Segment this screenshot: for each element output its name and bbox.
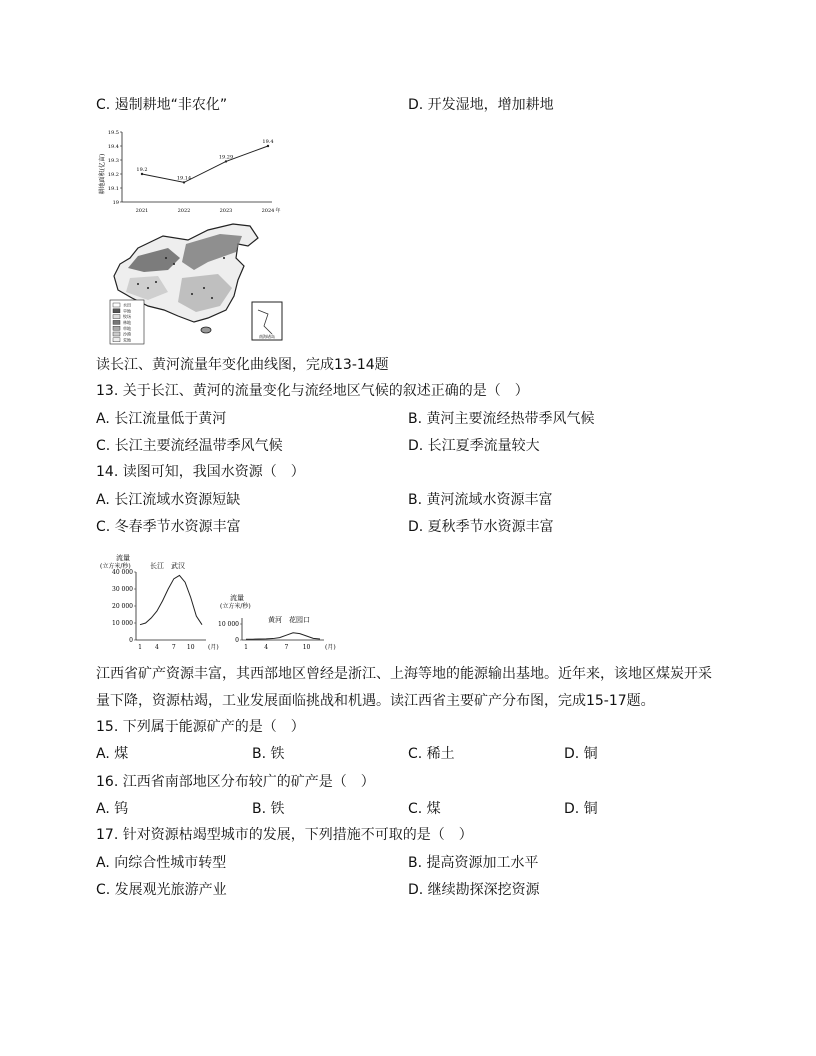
- yellow-y-tick-label: 0: [235, 637, 239, 644]
- arable-land-chart: [96, 124, 286, 216]
- q13-stem: 13. 关于长江、黄河的流量变化与流经地区气候的叙述正确的是（ ）: [96, 383, 529, 399]
- q17-stem: 17. 针对资源枯竭型城市的发展，下列措施不可取的是（ ）: [96, 827, 473, 843]
- left-title: 长江 武汉: [150, 562, 185, 570]
- q14-option-c: C. 冬春季节水资源丰富: [96, 519, 241, 535]
- land-data-label: 19.2: [136, 167, 148, 173]
- land-x-tick-label: 2021: [135, 208, 149, 214]
- land-series-line: [142, 146, 268, 182]
- land-y-tick-label: 19.1: [107, 186, 119, 192]
- q13-option-d: D. 长江夏季流量较大: [408, 438, 540, 454]
- yangtze-x-unit: (月): [208, 644, 219, 651]
- yangtze-x-tick-label: 4: [154, 644, 159, 651]
- q15-option-d: D. 铜: [564, 746, 598, 762]
- yellow-y-tick-label: 10 000: [218, 621, 239, 628]
- q12-option-d: D. 开发湿地，增加耕地: [408, 97, 554, 113]
- q15-option-c: C. 稀土: [408, 746, 455, 762]
- land-data-label: 19.4: [262, 139, 274, 145]
- q16-option-b: B. 铁: [252, 801, 285, 817]
- land-y-tick-label: 19.3: [107, 158, 119, 164]
- land-point: [267, 145, 269, 147]
- yellow-flow-line: [246, 633, 320, 639]
- yellow-x-tick-label: 10: [302, 644, 311, 651]
- legend-item: 沙漠: [123, 331, 131, 337]
- china-land-use-map: [108, 218, 288, 346]
- yangtze-y-tick-label: 30 000: [112, 586, 133, 593]
- land-y-tick-label: 19: [112, 200, 119, 206]
- q14-stem: 14. 读图可知，我国水资源（ ）: [96, 464, 305, 480]
- legend-swatch: [113, 332, 120, 336]
- arable-land-ylabel: 耕地面积(亿亩): [99, 153, 106, 195]
- legend-swatch: [113, 326, 120, 330]
- yangtze-y-tick-label: 40 000: [112, 569, 133, 576]
- q15-option-b: B. 铁: [252, 746, 285, 762]
- legend-item: 旱地: [123, 308, 131, 314]
- yellow-x-unit: (月): [325, 644, 336, 651]
- right-ylabel-2: (立方米/秒): [220, 603, 251, 610]
- legend-swatch: [113, 338, 120, 342]
- q13-option-a: A. 长江流量低于黄河: [96, 411, 227, 427]
- q15-stem: 15. 下列属于能源矿产的是（ ）: [96, 719, 305, 735]
- land-point: [183, 181, 185, 183]
- land-point: [225, 160, 227, 162]
- inset-label: 南海诸岛: [259, 334, 275, 339]
- land-y-tick-label: 19.4: [107, 144, 119, 150]
- land-x-tick-label: 2023: [219, 208, 233, 214]
- legend-swatch: [113, 315, 120, 319]
- q17-option-d: D. 继续勘探深挖资源: [408, 882, 540, 898]
- q17-option-b: B. 提高资源加工水平: [408, 855, 539, 871]
- legend-item: 草地: [123, 325, 131, 331]
- left-ylabel-1: 流量: [116, 554, 130, 562]
- map-legend: [110, 300, 144, 344]
- q17-option-c: C. 发展观光旅游产业: [96, 882, 227, 898]
- legend-swatch: [113, 309, 120, 313]
- yellow-x-tick-label: 4: [264, 644, 269, 651]
- yellow-x-tick-label: 7: [284, 644, 289, 651]
- yangtze-y-tick-label: 20 000: [112, 603, 133, 610]
- land-point: [141, 173, 143, 175]
- land-data-label: 19.29: [218, 154, 234, 161]
- q16-option-a: A. 钨: [96, 801, 129, 817]
- intro-15-17-line2: 量下降，资源枯竭，工业发展面临挑战和机遇。读江西省主要矿产分布图，完成15-17题。: [96, 693, 655, 709]
- land-y-tick-label: 19.5: [107, 130, 119, 136]
- yellow-x-tick-label: 1: [244, 644, 248, 651]
- right-title: 黄河 花园口: [268, 616, 310, 624]
- land-x-tick-label: 2024: [261, 208, 275, 214]
- q13-option-c: C. 长江主要流经温带季风气候: [96, 438, 283, 454]
- q16-option-d: D. 铜: [564, 801, 598, 817]
- q14-option-d: D. 夏秋季节水资源丰富: [408, 519, 554, 535]
- land-x-unit: 年: [275, 208, 281, 214]
- yangtze-x-tick-label: 7: [171, 644, 176, 651]
- q14-option-a: A. 长江流域水资源短缺: [96, 492, 241, 508]
- q16-option-c: C. 煤: [408, 801, 441, 817]
- land-y-tick-label: 19.2: [107, 172, 119, 178]
- yangtze-y-tick-label: 0: [129, 637, 133, 644]
- yangtze-y-tick-label: 10 000: [112, 620, 133, 627]
- legend-swatch: [113, 303, 120, 307]
- yangtze-flow-line: [140, 575, 202, 624]
- q14-option-b: B. 黄河流域水资源丰富: [408, 492, 553, 508]
- legend-item: 牧场: [123, 314, 131, 320]
- right-ylabel-1: 流量: [230, 594, 244, 602]
- river-flow-charts: [96, 552, 346, 654]
- q16-stem: 16. 江西省南部地区分布较广的矿产是（ ）: [96, 774, 375, 790]
- legend-item: 林地: [123, 320, 131, 325]
- intro-15-17-line1: 江西省矿产资源丰富，其西部地区曾经是浙江、上海等地的能源输出基地。近年来，该地区煤炭开采: [96, 666, 712, 682]
- land-data-label: 19.14: [176, 175, 192, 182]
- q13-option-b: B. 黄河主要流经热带季风气候: [408, 411, 595, 427]
- q15-option-a: A. 煤: [96, 746, 129, 762]
- yangtze-x-tick-label: 10: [186, 644, 195, 651]
- yangtze-x-tick-label: 1: [138, 644, 142, 651]
- q17-option-a: A. 向综合性城市转型: [96, 855, 227, 871]
- legend-item: 荒地: [123, 337, 131, 343]
- land-x-tick-label: 2022: [177, 208, 191, 214]
- legend-item: 水田: [123, 302, 131, 308]
- legend-swatch: [113, 320, 120, 324]
- left-ylabel-2: (立方米/秒): [100, 563, 131, 570]
- intro-13-14: 读长江、黄河流量年变化曲线图，完成13-14题: [96, 357, 389, 373]
- q12-option-c: C. 遏制耕地“非农化”: [96, 97, 228, 113]
